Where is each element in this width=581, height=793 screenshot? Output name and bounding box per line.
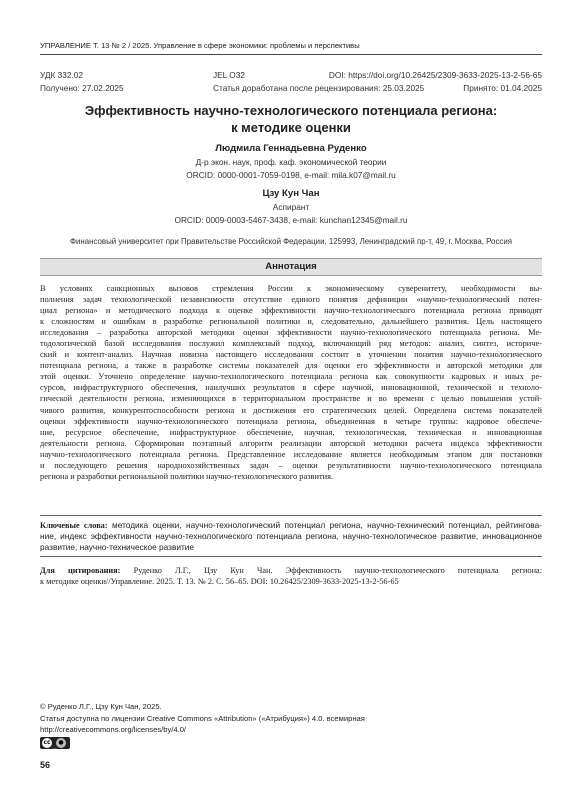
abstract-line: циал региона» и методического подхода к оценке эффективности научно-технологического потенциала региона приводят xyxy=(40,306,542,316)
author-1-name: Людмила Геннадьевна Руденко xyxy=(215,143,367,154)
cc-by-license-icon[interactable] xyxy=(40,737,70,752)
keywords-line-2: ние, индекс эффективности научно-технологического потенциала региона, научно-технологическое развитие, инновационное xyxy=(40,531,542,541)
cc-icon: cc xyxy=(43,739,51,746)
abstract-line: чивого развития, конкурентоспособности региона и достижения его стратегических целей. Определена система показателей xyxy=(40,405,542,415)
abstract-line: В условиях санкционных вызовов стремления России к экономическому суверенитету, необходимости вы- xyxy=(40,284,542,293)
keywords-rule-top xyxy=(40,515,542,516)
citation-line-1 xyxy=(40,565,542,576)
abstract-line: этой оценки. Уточнено определение научно-технологического потенциала региона как совокупности кадровых и иных ре- xyxy=(40,372,542,382)
citation-label: Для цитирования: xyxy=(40,566,121,575)
keywords-label: Ключевые слова: xyxy=(40,521,108,530)
abstract-line: научно-технологического потенциала региона. Представленное исследование является необходимым этапом для постановки xyxy=(40,449,542,459)
revised-date: Статья доработана после рецензирования: 25.03.2025 xyxy=(213,83,425,93)
keywords-text-1: методика оценки, научно-технологический потенциал региона, научно-технический потенциал, рейтингова- xyxy=(107,520,542,530)
page-number: 56 xyxy=(40,760,51,770)
citation-block xyxy=(40,565,542,587)
running-head: УПРАВЛЕНИЕ Т. 13 № 2 / 2025. Управление в сфере экономики: проблемы и перспективы xyxy=(40,41,360,50)
keywords-line-1 xyxy=(40,520,542,531)
author-2-contacts[interactable]: ORCID: 0009-0003-5467-3438, e-mail: kunchan12345@mail.ru xyxy=(174,215,408,225)
abstract-line: ние, ресурсное обеспечение, инфраструктурное обеспечение, научная, технологическая, техническая и инновационная xyxy=(40,427,542,437)
abstract-line: ский и контент-анализ. Научная новизна настоящего исследования состоит в уточнении понятия научно-технологического xyxy=(40,350,542,360)
annotation-heading: Аннотация xyxy=(265,261,317,272)
author-1-position: Д-р экон. наук, проф. каф. экономической теории xyxy=(195,157,387,167)
accepted-date: Принято: 01.04.2025 xyxy=(463,83,542,93)
abstract-line: и последующего решения народнохозяйственных задач – оценки результативности научно-технологического потенциала xyxy=(40,460,542,470)
author-2-name: Цзу Кун Чан xyxy=(262,188,320,199)
citation-line-2: к методике оценки//Управление. 2025. Т. 13. № 2. С. 56–65. DOI: 10.26425/2309-3633-2025-13-2-56-65 xyxy=(40,577,399,586)
article-title xyxy=(40,102,542,136)
abstract-line: потенциала региона, а также в разработке системы показателей для оценки его эффективности и авторской методики для xyxy=(40,361,542,371)
header-rule xyxy=(40,54,542,55)
received-date: Получено: 27.02.2025 xyxy=(40,83,124,93)
keywords-line-3: развитие, научно-техническое развитие xyxy=(40,542,195,552)
annotation-header-bar xyxy=(40,258,542,276)
copyright-notice: © Руденко Л.Г., Цзу Кун Чан, 2025. xyxy=(40,702,162,711)
by-label: BY xyxy=(52,748,58,752)
attribution-person-icon: ● xyxy=(56,738,66,748)
license-notice: Статья доступна по лицензии Creative Commons «Attribution» («Атрибуция») 4.0. всемирная xyxy=(40,714,365,723)
abstract-line: к сложностям и ошибкам в разработке региональной политики и, следовательно, дальнейшего развития. Цель настоящего xyxy=(40,317,542,327)
abstract-line: полнения задач технологической независимости отсутствие единого понятия дефиниции «научно-технологический потен- xyxy=(40,295,542,305)
udk-code: УДК 332.02 xyxy=(40,70,84,80)
affiliation: Финансовый университет при Правительстве Российской Федерации, 125993, Ленинградский пр-т, 49, г. Москва, Россия xyxy=(69,237,513,246)
jel-code: JEL O32 xyxy=(213,70,245,80)
keywords-block xyxy=(40,520,542,553)
abstract-line: региона и разработки региональной политики научно-технологического развития. xyxy=(40,471,334,481)
abstract-text xyxy=(40,283,542,482)
doi-link[interactable]: DOI: https://doi.org/10.26425/2309-3633-2025-13-2-56-65 xyxy=(328,70,542,80)
citation-text-1: Руденко Л.Г., Цзу Кун Чан. Эффективность научно-технологического потенциала региона: xyxy=(120,566,542,575)
abstract-line: деятельности региона. Сформирован поэтапный алгоритм реализации авторской методики расчета индекса эффективности xyxy=(40,438,542,448)
abstract-line: гической деятельности региона, изменяющихся в территориальном пространстве и во времени с целью повышения устой- xyxy=(40,394,542,404)
title-line-1: Эффективность научно-технологического потенциала региона: xyxy=(84,103,498,118)
keywords-rule-bottom xyxy=(40,556,542,557)
abstract-line: оценки эффективности научно-технологического потенциала региона, объединенная в четыре группы: кадровое обеспече- xyxy=(40,416,542,426)
license-url[interactable]: http://creativecommons.org/licenses/by/4.0/ xyxy=(40,725,187,734)
abstract-line: исследования – разработка авторской методики оценки эффективности научно-технологического потенциала региона. Ме- xyxy=(40,328,542,338)
meta-row-ids xyxy=(40,70,542,81)
title-line-2: к методике оценки xyxy=(231,120,351,135)
abstract-line: тодологической базой исследования послужил комплексный подход, включающий ряд методов: анализ, синтез, историче- xyxy=(40,339,542,349)
meta-row-dates xyxy=(40,83,542,94)
author-1-contacts[interactable]: ORCID: 0000-0001-7059-0198, e-mail: mila.k07@mail.ru xyxy=(186,170,396,180)
author-2-position: Аспирант xyxy=(272,202,310,212)
abstract-line: сурсов, инфраструктурного обеспечения, наилучших результатов в сфере научной, инновационной, технической и техноло- xyxy=(40,383,542,393)
